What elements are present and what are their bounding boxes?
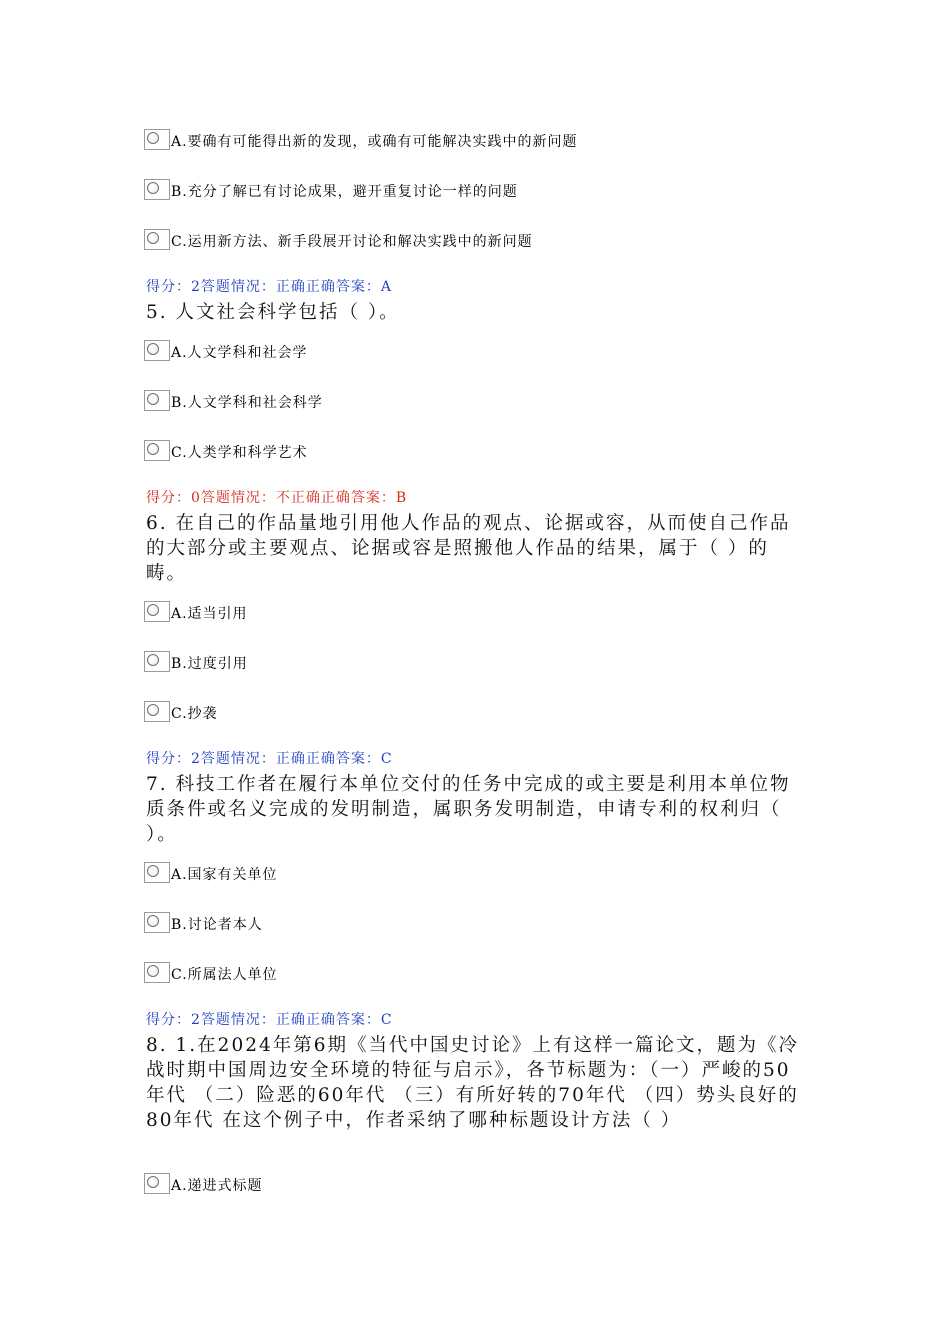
option-label: A.国家有关单位 [171, 867, 278, 883]
radio-circle-icon [147, 604, 159, 616]
radio-circle-icon [147, 232, 159, 244]
question-text: 7. 科技工作者在履行本单位交付的任务中完成的或主要是利用本单位物质条件或名义完成的发明制造，属职务发明制造，申请专利的权利归（ ）。 [146, 774, 791, 845]
radio-button[interactable] [144, 229, 170, 250]
option-label: B.人文学科和社会科学 [171, 395, 323, 411]
option-row[interactable] [144, 598, 248, 622]
option-row[interactable] [144, 437, 308, 461]
option-label: A.要确有可能得出新的发现，或确有可能解决实践中的新问题 [171, 134, 578, 150]
option-label: A.人文学科和社会学 [171, 345, 308, 361]
radio-button[interactable] [144, 912, 170, 933]
option-row[interactable] [144, 226, 533, 250]
radio-circle-icon [147, 865, 159, 877]
radio-circle-icon [147, 443, 159, 455]
radio-button[interactable] [144, 1173, 170, 1194]
radio-button[interactable] [144, 601, 170, 622]
option-row[interactable] [144, 648, 248, 672]
radio-button[interactable] [144, 129, 170, 150]
option-row[interactable] [144, 1170, 263, 1194]
radio-circle-icon [147, 132, 159, 144]
option-row[interactable] [144, 176, 518, 200]
score-line: 得分：2答题情况：正确正确答案：C [146, 1012, 393, 1028]
radio-circle-icon [147, 965, 159, 977]
radio-circle-icon [147, 654, 159, 666]
radio-button[interactable] [144, 340, 170, 361]
radio-button[interactable] [144, 651, 170, 672]
option-row[interactable] [144, 909, 263, 933]
option-label: B.充分了解已有讨论成果，避开重复讨论一样的问题 [171, 184, 518, 200]
option-row[interactable] [144, 698, 218, 722]
radio-circle-icon [147, 704, 159, 716]
option-row[interactable] [144, 859, 278, 883]
radio-circle-icon [147, 1176, 159, 1188]
radio-button[interactable] [144, 390, 170, 411]
option-row[interactable] [144, 387, 323, 411]
radio-button[interactable] [144, 962, 170, 983]
option-label: A.适当引用 [171, 606, 248, 622]
question-text: 6. 在自己的作品量地引用他人作品的观点、论据或容，从而使自己作品的大部分或主要观点、论据或容是照搬他人作品的结果，属于（ ）的畴。 [146, 513, 791, 584]
radio-button[interactable] [144, 862, 170, 883]
radio-circle-icon [147, 393, 159, 405]
option-label: B.过度引用 [171, 656, 248, 672]
radio-circle-icon [147, 182, 159, 194]
option-row[interactable] [144, 337, 308, 361]
question-text: 8. 1.在2024年第6期《当代中国史讨论》上有这样一篇论文，题为《冷战时期中国周边安全环境的特征与启示》，各节标题为：（一）严峻的50年代 （二）险恶的60年代 （三）有所好转的70年代 （四）势头良好的80年代 在这个例子中，作者采纳了哪种标题设计方法（ ） [146, 1035, 800, 1131]
score-line: 得分：2答题情况：正确正确答案：A [146, 279, 393, 295]
radio-button[interactable] [144, 701, 170, 722]
radio-button[interactable] [144, 440, 170, 461]
radio-button[interactable] [144, 179, 170, 200]
score-line: 得分：2答题情况：正确正确答案：C [146, 751, 393, 767]
score-line: 得分：0答题情况：不正确正确答案：B [146, 490, 408, 506]
option-label: C.运用新方法、新手段展开讨论和解决实践中的新问题 [171, 234, 533, 250]
radio-circle-icon [147, 915, 159, 927]
option-label: C.抄袭 [171, 706, 218, 722]
option-row[interactable] [144, 959, 278, 983]
option-label: C.人类学和科学艺术 [171, 445, 308, 461]
radio-circle-icon [147, 343, 159, 355]
option-label: B.讨论者本人 [171, 917, 263, 933]
option-label: A.递进式标题 [171, 1178, 263, 1194]
question-text: 5. 人文社会科学包括（ ）。 [146, 302, 400, 323]
option-label: C.所属法人单位 [171, 967, 278, 983]
option-row[interactable] [144, 126, 578, 150]
